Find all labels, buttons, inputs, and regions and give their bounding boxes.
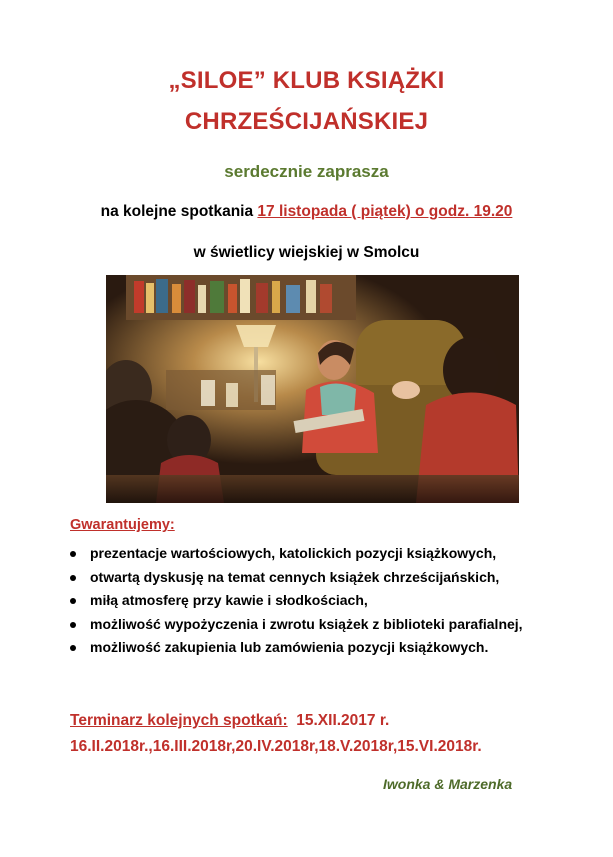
schedule-line xyxy=(70,712,389,730)
meeting-place: w świetlicy wiejskiej w Smolcu xyxy=(193,244,420,261)
list-item: prezentacje wartościowych, katolickich pozycji książkowych, xyxy=(70,542,570,566)
schedule-label: Terminarz kolejnych spotkań: xyxy=(70,712,288,729)
meeting-date: 17 listopada ( piątek) o godz. 19.20 xyxy=(257,203,513,220)
bullet-icon xyxy=(70,551,76,557)
bullet-icon xyxy=(70,598,76,604)
meeting-prefix: na kolejne spotkania xyxy=(100,203,258,220)
schedule-first-date: 15.XII.2017 r. xyxy=(287,712,390,729)
guarantees-list xyxy=(70,542,570,660)
reading-photo xyxy=(106,275,519,503)
schedule-dates: 16.II.2018r.,16.III.2018r,20.IV.2018r,18.V.2018r,15.VI.2018r. xyxy=(70,738,482,755)
meeting-line xyxy=(0,203,613,221)
bullet-icon xyxy=(70,645,76,651)
guarantees-heading: Gwarantujemy: xyxy=(70,517,175,533)
bullet-icon xyxy=(70,575,76,581)
poster-title-line2: CHRZEŚCIJAŃSKIEJ xyxy=(184,108,429,135)
poster-title-line1: „SILOE” KLUB KSIĄŻKI xyxy=(168,67,445,94)
list-item: możliwość zakupienia lub zamówienia pozycji książkowych. xyxy=(70,636,570,660)
list-item: możliwość wypożyczenia i zwrotu książek z biblioteki parafialnej, xyxy=(70,613,570,637)
list-item: miłą atmosferę przy kawie i słodkościach, xyxy=(70,589,570,613)
signature: Iwonka & Marzenka xyxy=(383,776,513,792)
list-item: otwartą dyskusję na temat cennych książek chrześcijańskich, xyxy=(70,566,570,590)
bullet-icon xyxy=(70,622,76,628)
invite-text: serdecznie zaprasza xyxy=(224,162,389,181)
